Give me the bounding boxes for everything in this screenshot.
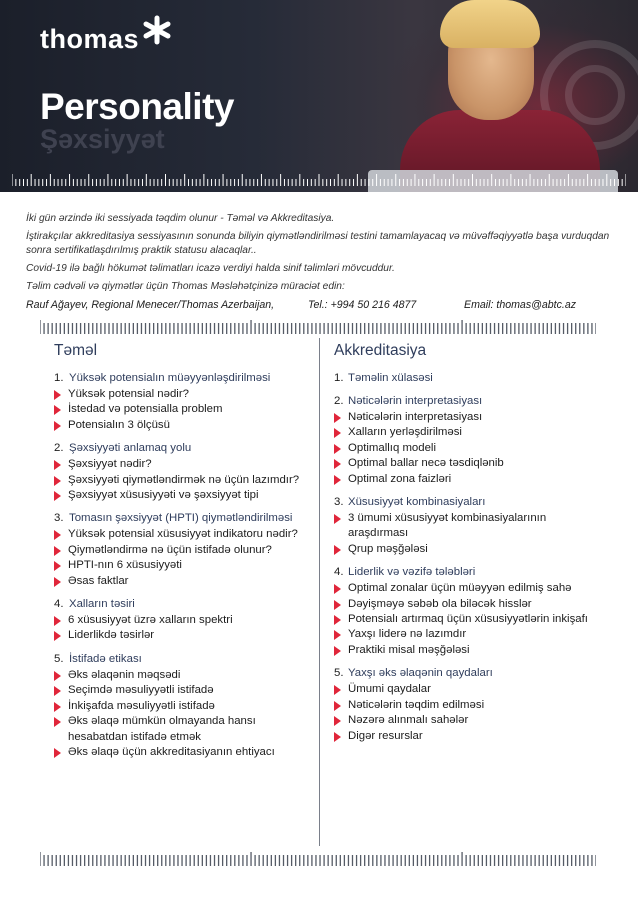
section-number: 1. [334, 372, 344, 384]
arrow-bullet-icon [54, 405, 63, 417]
arrow-bullet-icon [54, 671, 63, 683]
section-number: 5. [334, 667, 344, 680]
page-subtitle: Şəxsiyyət [40, 124, 165, 154]
list-item [54, 418, 314, 433]
course-section [54, 511, 314, 589]
list-item-text: Digər resurslar [348, 729, 423, 742]
arrow-bullet-icon [334, 701, 343, 713]
course-section [334, 495, 604, 557]
list-item-text: Qiymətləndirmə nə üçün istifadə olunur? [68, 543, 272, 556]
header-banner [0, 0, 638, 192]
list-item [54, 402, 314, 417]
arrow-bullet-icon [54, 577, 63, 589]
section-list [334, 371, 604, 744]
list-item-text: HPTI-nın 6 xüsusiyyəti [68, 559, 182, 572]
list-item [54, 628, 314, 643]
column-divider [319, 338, 320, 846]
list-item-text: Nəticələrin interpretasiyası [348, 411, 483, 423]
brand-logo: thomas [40, 24, 139, 55]
list-item-text: Qrup məşğələsi [348, 542, 428, 555]
section-title-text: Xüsusiyyət kombinasiyaları [348, 496, 486, 509]
arrow-bullet-icon [334, 716, 343, 728]
list-item [54, 613, 314, 628]
arrow-bullet-icon [54, 421, 63, 433]
course-section [334, 565, 604, 658]
list-item [54, 488, 314, 503]
list-item-text: 3 ümumi xüsusiyyət kombinasiyalarının araşdırması [348, 512, 547, 540]
arrow-bullet-icon [54, 476, 63, 488]
list-item-text: Optimal ballar necə təsdiqlənib [348, 457, 504, 470]
course-section [54, 441, 314, 503]
bottom-ruler [40, 852, 596, 866]
list-item-text: Yüksək potensial xüsusiyyət indikatoru nədir? [68, 528, 298, 541]
section-title [334, 394, 604, 409]
list-item [334, 713, 604, 728]
list-item [54, 473, 314, 488]
list-item-text: İstedad və potensialla problem [68, 403, 223, 416]
section-title [334, 666, 604, 681]
list-item [54, 714, 314, 745]
arrow-bullet-icon [54, 686, 63, 698]
arrow-bullet-icon [54, 491, 63, 503]
arrow-bullet-icon [334, 615, 343, 627]
list-item [334, 542, 604, 557]
list-item-text: Yüksək potensial nədir? [68, 388, 189, 400]
arrow-bullet-icon [334, 646, 343, 658]
list-item [334, 472, 604, 487]
list-item [334, 682, 604, 697]
section-title-text: İstifadə etikası [69, 652, 142, 665]
section-title [54, 511, 314, 526]
list-item [334, 456, 604, 471]
section-title [54, 371, 314, 386]
list-item-text: Optimal zonalar üçün müəyyən edilmiş sahə [348, 582, 572, 595]
list-item-text: Optimal zona faizləri [348, 472, 452, 485]
course-section [54, 652, 314, 760]
column-heading: Təməl [54, 342, 98, 359]
arrow-bullet-icon [334, 600, 343, 612]
list-item [334, 643, 604, 658]
arrow-bullet-icon [54, 530, 63, 542]
list-item-text: Şəxsiyyəti qiymətləndirmək nə üçün lazımdır? [68, 473, 300, 486]
list-item-text: Nəzərə alınmalı sahələr [348, 714, 469, 727]
list-item [334, 627, 604, 642]
intro-text [26, 212, 616, 298]
list-item-text: Liderlikdə təsirlər [68, 629, 155, 642]
right-column [334, 342, 604, 752]
list-item-text: Şəxsiyyət nədir? [68, 458, 152, 471]
list-item-text: Dəyişməyə səbəb ola biləcək hisslər [348, 597, 532, 610]
list-item [334, 441, 604, 456]
arrow-bullet-icon [334, 444, 343, 456]
list-item-text: Şəxsiyyət xüsusiyyəti və şəxsiyyət tipi [68, 489, 259, 502]
section-number: 3. [334, 496, 344, 509]
column-heading: Akkreditasiya [334, 342, 427, 359]
page-title: Personality [40, 86, 234, 127]
intro-line: İştirakçılar akkreditasiya sessiyasının sonunda biliyin qiymətləndirilməsi testini tamamlayacaq və müvəffəqiyyətlə başa vurduqdan sonra sertifikatlaşdırılmış praktik statusu alacaqlar.. [26, 231, 610, 256]
section-number: 4. [334, 566, 344, 579]
section-number: 2. [54, 442, 64, 455]
course-section [54, 371, 314, 433]
list-item-text: Yaxşı liderə nə lazımdır [348, 628, 467, 641]
section-number: 3. [54, 512, 64, 525]
list-item-text: Seçimdə məsuliyyətli istifadə [68, 684, 214, 697]
section-number: 5. [54, 652, 64, 665]
logo-star-icon [141, 14, 173, 46]
list-item [54, 543, 314, 558]
arrow-bullet-icon [334, 514, 343, 542]
list-item [334, 410, 604, 425]
list-item-text: Xalların yerləşdirilməsi [348, 426, 462, 439]
arrow-bullet-icon [334, 475, 343, 487]
arrow-bullet-icon [54, 702, 63, 714]
arrow-bullet-icon [334, 545, 343, 557]
arrow-bullet-icon [334, 428, 343, 440]
section-title [54, 597, 314, 612]
list-item [54, 668, 314, 683]
section-title-text: Xalların təsiri [69, 598, 135, 611]
banner-ruler [12, 174, 626, 186]
list-item-text: Nəticələrin təqdim edilməsi [348, 698, 485, 711]
list-item [334, 597, 604, 612]
section-list [54, 371, 314, 760]
arrow-bullet-icon [54, 717, 63, 745]
section-title [54, 652, 314, 667]
arrow-bullet-icon [334, 584, 343, 596]
section-title-text: Liderlik və vəzifə tələbləri [348, 566, 476, 579]
section-title [334, 371, 604, 386]
course-section [334, 371, 604, 386]
contact-phone[interactable]: Tel.: +994 50 216 4877 [308, 299, 417, 311]
top-ruler [40, 320, 596, 334]
list-item-text: Əks əlaqənin məqsədi [68, 668, 181, 681]
list-item-text: Əks əlaqə mümkün olmayanda hansı hesabatdan istifadə etmək [68, 715, 256, 743]
list-item-text: Potensialın 3 ölçüsü [68, 418, 170, 431]
list-item-text: İnkişafda məsuliyyətli istifadə [68, 699, 215, 712]
arrow-bullet-icon [334, 630, 343, 642]
list-item-text: 6 xüsusiyyət üzrə xalların spektri [68, 614, 233, 627]
list-item [334, 612, 604, 627]
section-number: 1. [54, 372, 64, 384]
course-section [334, 394, 604, 487]
arrow-bullet-icon [54, 390, 63, 402]
section-title-text: Yüksək potensialın müəyyənləşdirilməsi [69, 372, 271, 384]
arrow-bullet-icon [334, 413, 343, 425]
intro-line: Covid-19 ilə bağlı hökumət təlimatları icazə verdiyi halda sinif təlimləri mövcuddur. [26, 263, 395, 274]
section-title-text: Təməlin xülasəsi [348, 372, 433, 384]
list-item-text: Potensialı artırmaq üçün xüsusiyyətlərin inkişafı [348, 613, 588, 626]
left-column [54, 342, 314, 768]
list-item-text: Əsas faktlar [68, 574, 129, 587]
list-item [54, 558, 314, 573]
section-title [334, 565, 604, 580]
arrow-bullet-icon [334, 685, 343, 697]
list-item [54, 745, 314, 760]
intro-line: Təlim cədvəli və qiymətlər üçün Thomas Məsləhətçinizə müraciət edin: [26, 281, 345, 292]
course-section [334, 666, 604, 744]
list-item-text: Əks əlaqə üçün akkreditasiyanın ehtiyacı [68, 745, 275, 758]
section-number: 2. [334, 395, 344, 407]
section-title-text: Şəxsiyyəti anlamaq yolu [69, 442, 192, 455]
list-item [334, 425, 604, 440]
list-item [54, 699, 314, 714]
list-item [54, 574, 314, 589]
arrow-bullet-icon [334, 732, 343, 744]
section-title-text: Tomasın şəxsiyyət (HPTI) qiymətləndirilməsi [69, 512, 293, 525]
list-item-text: Ümumi qaydalar [348, 683, 431, 696]
list-item [334, 581, 604, 596]
arrow-bullet-icon [54, 616, 63, 628]
arrow-bullet-icon [334, 459, 343, 471]
list-item [54, 387, 314, 402]
contact-person: Rauf Ağayev, Regional Menecer/Thomas Azerbaijan, [26, 299, 275, 311]
section-title-text: Nəticələrin interpretasiyası [348, 395, 483, 407]
section-title [334, 495, 604, 510]
list-item [54, 683, 314, 698]
section-title-text: Yaxşı əks əlaqənin qaydaları [348, 667, 493, 680]
arrow-bullet-icon [54, 748, 63, 760]
section-title [54, 441, 314, 456]
intro-line: İki gün ərzində iki sessiyada təqdim olunur - Təməl və Akkreditasiya. [26, 213, 335, 224]
list-item [54, 527, 314, 542]
contact-email[interactable]: Email: thomas@abtc.az [464, 299, 577, 311]
section-number: 4. [54, 598, 64, 611]
arrow-bullet-icon [54, 546, 63, 558]
list-item [334, 511, 604, 542]
course-section [54, 597, 314, 644]
arrow-bullet-icon [54, 631, 63, 643]
arrow-bullet-icon [54, 460, 63, 472]
list-item [334, 729, 604, 744]
list-item [334, 698, 604, 713]
list-item-text: Praktiki misal məşğələsi [348, 643, 470, 656]
arrow-bullet-icon [54, 561, 63, 573]
list-item-text: Optimallıq modeli [348, 441, 436, 454]
list-item [54, 457, 314, 472]
